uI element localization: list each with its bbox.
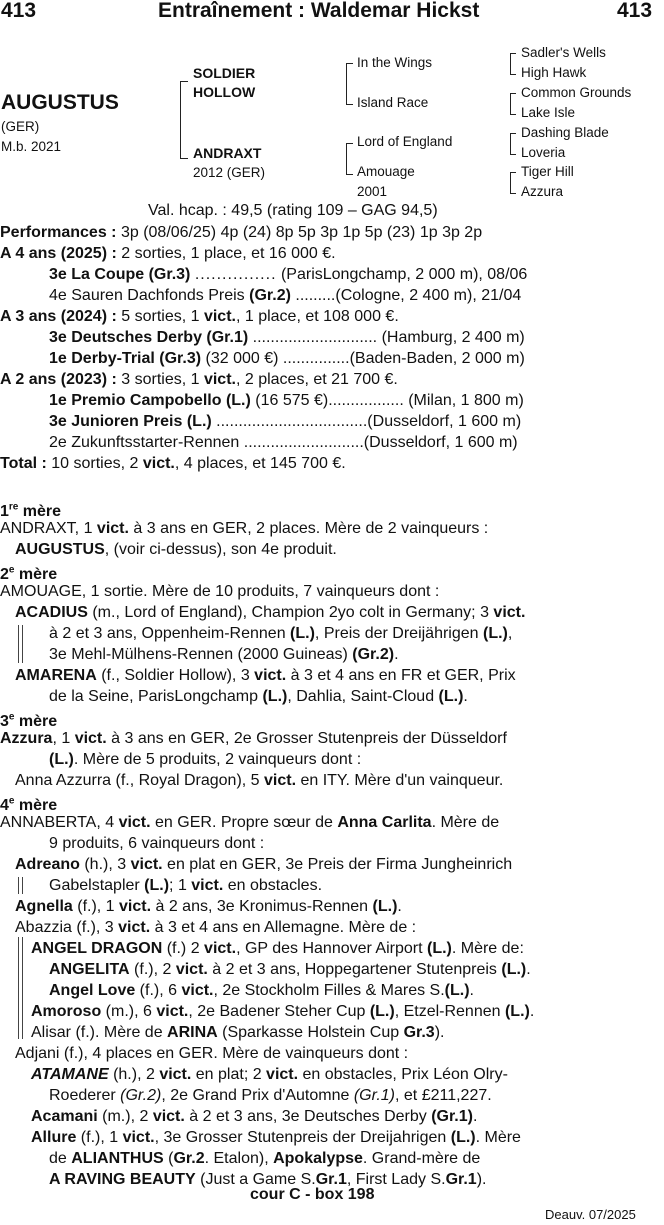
section-1re-mere: 1re mère	[0, 502, 62, 521]
lot-number-left: 413	[1, 0, 37, 22]
race-3: 3e Deutsches Derby (Gr.1) ............................ (Hamburg, 2 400 m)	[49, 329, 525, 346]
pedigree-bracket-2	[346, 63, 353, 105]
page-title: Entraînement : Waldemar Hickst	[158, 0, 480, 22]
vbar-3	[18, 877, 19, 894]
race-6: 3e Junioren Preis (L.) ..................................(Dusseldorf, 1 600 m)	[49, 413, 522, 430]
horse-origin: (GER)	[1, 119, 40, 134]
pedigree-dsd: Loveria	[521, 145, 566, 160]
pedigree-sdd: Lake Isle	[521, 105, 576, 120]
race-1: 3e La Coupe (Gr.3) ............... (ParisLongchamp, 2 000 m), 08/06	[49, 266, 528, 283]
produce-acadius: ACADIUS (m., Lord of England), Champion 2yo colt in Germany; 3 vict.	[15, 604, 526, 621]
produce-acamani: Acamani (m.), 2 vict. à 2 et 3 ans, 3e Deutsches Derby (Gr.1).	[31, 1108, 478, 1125]
vbar-6	[22, 937, 23, 1039]
pedigree-bracket-3	[346, 143, 353, 175]
section-3e-mere: 3e mère	[0, 712, 58, 731]
produce-atamane-2: Roederer (Gr.2), 2e Grand Prix d'Automne (Gr.1), et £211,227.	[49, 1087, 492, 1104]
pedigree-dam: ANDRAXT	[193, 145, 262, 161]
box-location: cour C - box 198	[250, 1186, 375, 1203]
produce-acadius-2: à 2 et 3 ans, Oppenheim-Rennen (L.), Preis der Dreijährigen (L.),	[49, 625, 513, 642]
produce-adjani: Adjani (f.), 4 places en GER. Mère de vainqueurs dont :	[15, 1045, 409, 1062]
dam-3-line-2: (L.). Mère de 5 produits, 2 vainqueurs dont :	[49, 751, 362, 768]
produce-acadius-3: 3e Mehl-Mülhens-Rennen (2000 Guineas) (Gr.2).	[49, 646, 399, 663]
pedigree-bracket-6	[510, 133, 516, 155]
produce-abazzia: Abazzia (f.), 3 vict. à 3 et 4 ans en Allemagne. Mère de :	[15, 919, 417, 936]
race-2: 4e Sauren Dachfonds Preis (Gr.2) .........(Cologne, 2 400 m), 21/04	[49, 287, 522, 304]
pedigree-dd-year: 2001	[357, 184, 388, 199]
produce-allure: Allure (f.), 1 vict., 3e Grosser Stutenpreis der Dreijahrigen (L.). Mère	[31, 1129, 521, 1146]
produce-allure-3: A RAVING BEAUTY (Just a Game S.Gr.1, First Lady S.Gr.1).	[49, 1171, 487, 1188]
dam-4-line: ANNABERTA, 4 vict. en GER. Propre sœur de Anna Carlita. Mère de	[0, 814, 500, 831]
pedigree-dss: Dashing Blade	[521, 125, 609, 140]
year-4-line: A 4 ans (2025) : 2 sorties, 1 place, et 16 000 €.	[0, 245, 336, 262]
pedigree-sire-2: HOLLOW	[193, 84, 256, 100]
pedigree-sds: Common Grounds	[521, 85, 632, 100]
race-7: 2e Zukunftsstarter-Rennen ...........................(Dusseldorf, 1 600 m)	[49, 434, 518, 451]
race-5: 1e Premio Campobello (L.) (16 575 €)................. (Milan, 1 800 m)	[49, 392, 524, 409]
year-2-line: A 2 ans (2023) : 3 sorties, 1 vict., 2 places, et 21 700 €.	[0, 371, 398, 388]
produce-agnella: Agnella (f.), 1 vict. à 2 ans, 3e Kronimus-Rennen (L.).	[15, 898, 402, 915]
produce-amarena: AMARENA (f., Soldier Hollow), 3 vict. à 3 et 4 ans en FR et GER, Prix	[15, 667, 516, 684]
pedigree-ss: In the Wings	[357, 55, 433, 70]
vbar-5	[18, 937, 19, 1039]
produce-angel-love: Angel Love (f.), 6 vict., 2e Stockholm Filles & Mares S.(L.).	[49, 982, 474, 999]
pedigree-bracket-4	[510, 53, 516, 75]
dam-3-line: Azzura, 1 vict. à 3 ans en GER, 2e Grosser Stutenpreis der Düsseldorf	[0, 730, 507, 747]
produce-anna-azzurra: Anna Azzurra (f., Royal Dragon), 5 vict. en ITY. Mère d'un vainqueur.	[15, 772, 504, 789]
produce-atamane: ATAMANE (h.), 2 vict. en plat; 2 vict. en obstacles, Prix Léon Olry-	[31, 1066, 508, 1083]
dam-2-line: AMOUAGE, 1 sortie. Mère de 10 produits, 7 vainqueurs dont :	[0, 583, 440, 600]
pedigree-sire-1: SOLDIER	[193, 65, 256, 81]
vbar-4	[22, 877, 23, 894]
produce-amoroso: Amoroso (m.), 6 vict., 2e Badener Steher Cup (L.), Etzel-Rennen (L.).	[31, 1003, 535, 1020]
produce-adreano: Adreano (h.), 3 vict. en plat en GER, 3e Preis der Firma Jungheinrich	[15, 856, 513, 873]
pedigree-bracket-5	[510, 93, 516, 115]
vbar-2	[22, 625, 23, 663]
pedigree-dam-year: 2012 (GER)	[193, 165, 266, 180]
pedigree-ssd: High Hawk	[521, 65, 587, 80]
catalogue-ref: Deauv. 07/2025	[545, 1207, 636, 1222]
dam-1-produce: AUGUSTUS, (voir ci-dessus), son 4e produit.	[15, 541, 337, 558]
total-line: Total : 10 sorties, 2 vict., 4 places, et 145 700 €.	[0, 455, 346, 472]
lot-number-right: 413	[617, 0, 653, 22]
produce-amarena-2: de la Seine, ParisLongchamp (L.), Dahlia, Saint-Cloud (L.).	[49, 688, 468, 705]
produce-alisar: Alisar (f.). Mère de ARINA (Sparkasse Holstein Cup Gr.3).	[31, 1024, 445, 1041]
pedigree-bracket-7	[510, 172, 516, 194]
pedigree-ds: Lord of England	[357, 134, 453, 149]
section-4e-mere: 4e mère	[0, 796, 58, 815]
produce-allure-2: de ALIANTHUS (Gr.2. Etalon), Apokalypse. Grand-mère de	[49, 1150, 481, 1167]
dam-1-line: ANDRAXT, 1 vict. à 3 ans en GER, 2 places. Mère de 2 vainqueurs :	[0, 520, 489, 537]
hcap-value: Val. hcap. : 49,5 (rating 109 – GAG 94,5)	[148, 202, 438, 219]
performances-line: Performances : 3p (08/06/25) 4p (24) 8p 5p 3p 1p 5p (23) 1p 3p 2p	[0, 224, 483, 241]
vbar-1	[18, 625, 19, 663]
pedigree-ddd: Azzura	[521, 184, 564, 199]
pedigree-sd: Island Race	[357, 95, 429, 110]
produce-angel-dragon: ANGEL DRAGON (f.) 2 vict., GP des Hannover Airport (L.). Mère de:	[31, 940, 524, 957]
race-4: 1e Derby-Trial (Gr.3) (32 000 €) ...............(Baden-Baden, 2 000 m)	[49, 350, 525, 367]
produce-adreano-2: Gabelstapler (L.); 1 vict. en obstacles.	[49, 877, 323, 894]
pedigree-dd: Amouage	[357, 164, 415, 179]
section-2e-mere: 2e mère	[0, 565, 58, 584]
year-3-line: A 3 ans (2024) : 5 sorties, 1 vict., 1 place, et 108 000 €.	[0, 308, 399, 325]
horse-desc: M.b. 2021	[1, 139, 62, 154]
pedigree-sss: Sadler's Wells	[521, 45, 606, 60]
produce-angelita: ANGELITA (f.), 2 vict. à 2 et 3 ans, Hoppegartener Stutenpreis (L.).	[49, 961, 531, 978]
dam-4-line-2: 9 produits, 6 vainqueurs dont :	[49, 835, 265, 852]
horse-name: AUGUSTUS	[1, 91, 119, 114]
pedigree-bracket-1	[180, 81, 188, 159]
pedigree-dds: Tiger Hill	[521, 164, 574, 179]
